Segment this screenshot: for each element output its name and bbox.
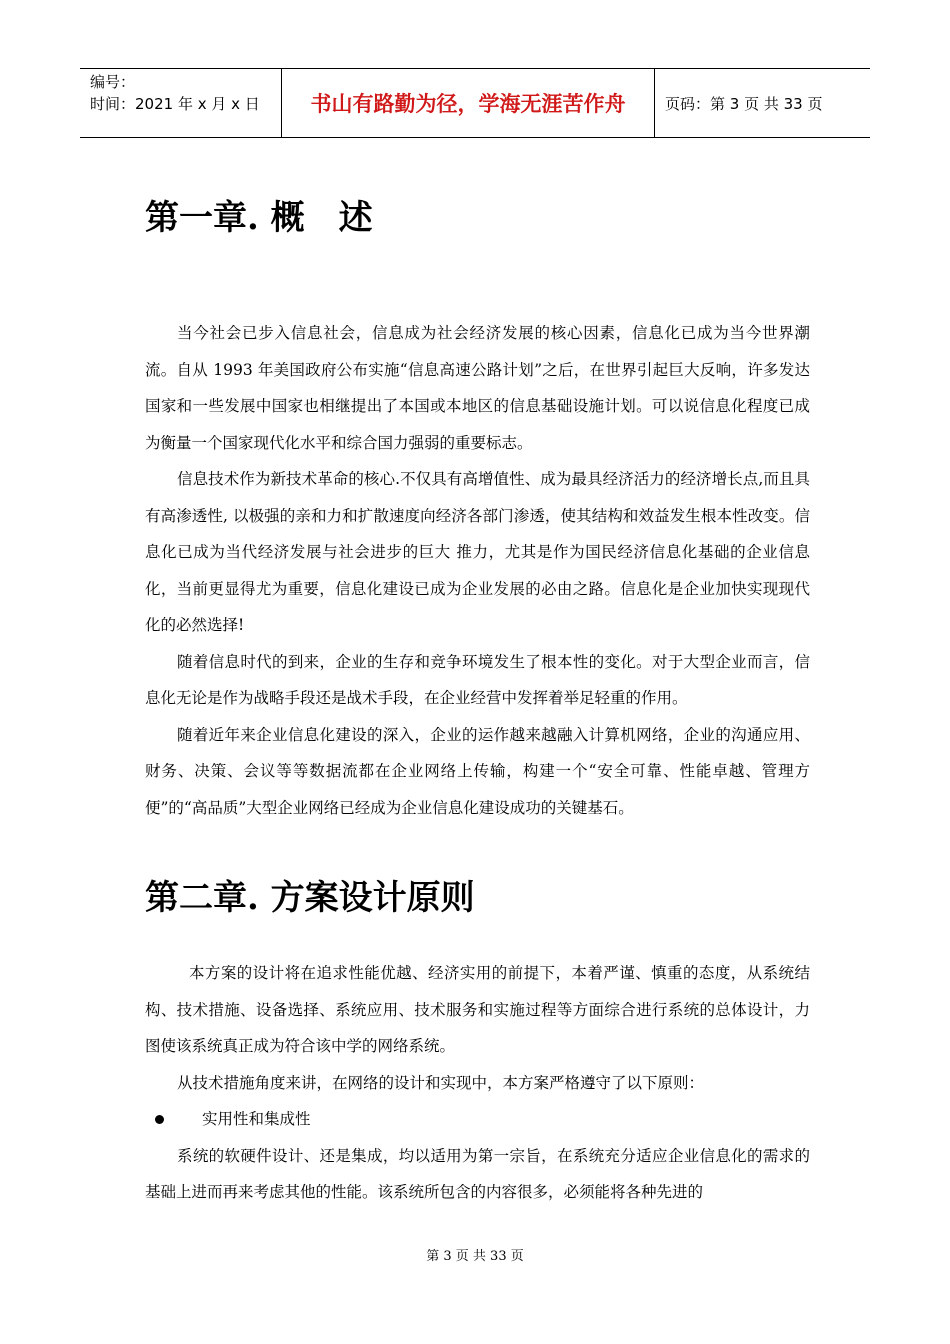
paragraph: 随着近年来企业信息化建设的深入，企业的运作越来越融入计算机网络，企业的沟通应用、财务、决策、会议等等数据流都在企业网络上传输，构建一个“安全可靠、性能卓越、管理方便”的“高品质”大型企业网络已经成为企业信息化建设成功的关键基石。	[145, 725, 810, 817]
page-info: 页码：第 3 页 共 33 页	[665, 94, 823, 113]
header-meta-cell	[80, 69, 282, 137]
paragraph: 本方案的设计将在追求性能优越、经济实用的前提下，本着严谨、慎重的态度，从系统结构、技术措施、设备选择、系统应用、技术服务和实施过程等方面综合进行系统的总体设计，力图使该系统真正成为符合该中学的网络系统。	[145, 964, 810, 1055]
chapter2-body	[145, 955, 810, 1211]
chapter1-body	[145, 315, 810, 826]
bullet-label: 实用性和集成性	[202, 1110, 311, 1128]
chapter2-title: 第二章. 方案设计原则	[145, 878, 475, 918]
number-label: 编号：	[90, 73, 136, 91]
time-label: 时间：2021 年 x 月 x 日	[90, 95, 260, 113]
bullet-item	[145, 1101, 810, 1138]
header-page-cell	[655, 69, 870, 137]
paragraph: 系统的软硬件设计、还是集成，均以适用为第一宗旨，在系统充分适应企业信息化的需求的基础上进而再来考虑其他的性能。该系统所包含的内容很多，必须能将各种先进的	[145, 1146, 810, 1201]
motto: 书山有路勤为径，学海无涯苦作舟	[310, 92, 626, 116]
chapter1-title: 第一章. 概 述	[145, 198, 373, 238]
paragraph: 当今社会已步入信息社会，信息成为社会经济发展的核心因素，信息化已成为当今世界潮流。自从 1993 年美国政府公布实施“信息高速公路计划”之后，在世界引起巨大反响，许多发达国家和一些发展中国家也相继提出了本国或本地区的信息基础设施计划。可以说信息化程度已成为衡量一个国家现代化水平和综合国力强弱的重要标志。	[145, 324, 810, 452]
document-header	[80, 68, 870, 138]
bullet-dot-icon	[155, 1115, 164, 1124]
page-footer: 第 3 页 共 33 页	[426, 1249, 524, 1264]
paragraph: 信息技术作为新技术革命的核心.不仅具有高增值性、成为最具经济活力的经济增长点,而且具有高渗透性, 以极强的亲和力和扩散速度向经济各部门渗透，使其结构和效益发生根本性改变。信息化已成为当代经济发展与社会进步的巨大 推力，尤其是作为国民经济信息化基础的企业信息化，当前更显得尤为重要，信息化建设已成为企业发展的必由之路。信息化是企业加快实现现代化的必然选择!	[145, 470, 810, 634]
header-motto-cell	[282, 69, 655, 137]
paragraph: 从技术措施角度来讲，在网络的设计和实现中，本方案严格遵守了以下原则：	[177, 1073, 705, 1092]
paragraph: 随着信息时代的到来，企业的生存和竞争环境发生了根本性的变化。对于大型企业而言，信息化无论是作为战略手段还是战术手段，在企业经营中发挥着举足轻重的作用。	[145, 652, 810, 707]
